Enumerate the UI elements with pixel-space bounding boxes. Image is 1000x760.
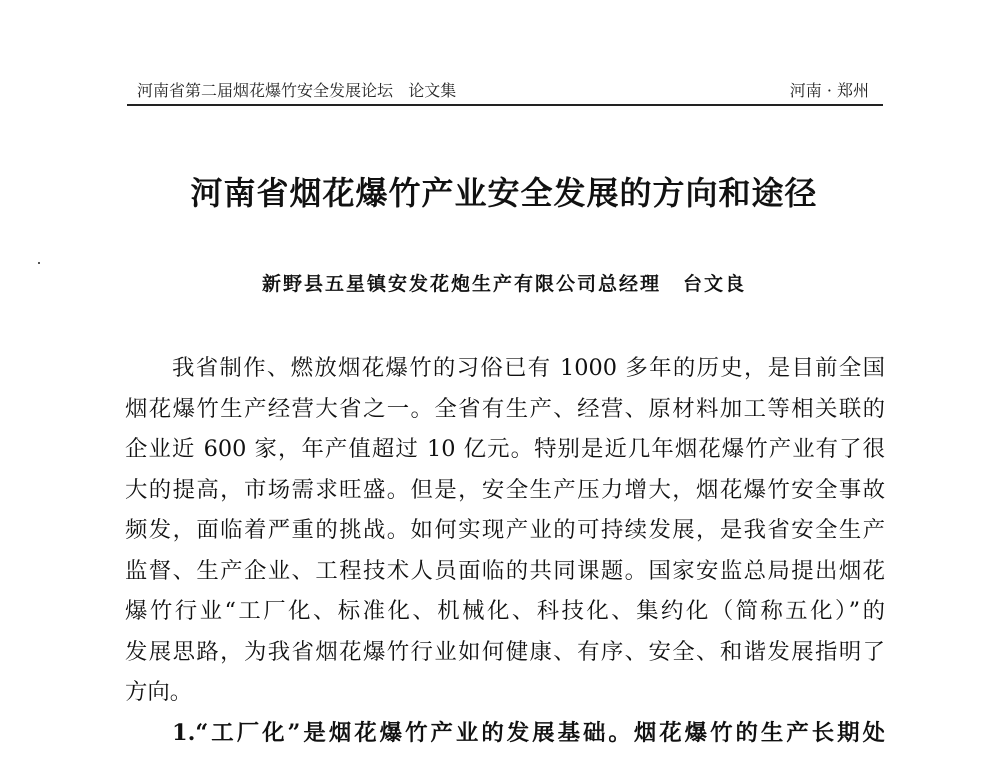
author-line (125, 269, 883, 296)
header-location: 河南 · 郑州 (789, 81, 869, 100)
section-heading-line: 1.“工厂化”是烟花爆竹产业的发展基础。烟花爆竹的生产长期处 (172, 719, 885, 746)
header-collection-title: 河南省第二届烟花爆竹安全发展论坛 论文集 (137, 81, 457, 100)
paragraph-line: 我省制作、燃放烟花爆竹的习俗已有 1000 多年的历史，是目前全国 (172, 355, 885, 381)
paragraph-line: 烟花爆竹生产经营大省之一。全省有生产、经营、原材料加工等相关联的 (125, 395, 885, 422)
author-affiliation: 新野县五星镇安发花炮生产有限公司总经理 (261, 273, 661, 295)
article-body (125, 348, 885, 753)
header-divider (127, 104, 883, 106)
paragraph-line: 大的提高，市场需求旺盛。但是，安全生产压力增大，烟花爆竹安全事故 (125, 476, 885, 503)
running-header (137, 76, 883, 102)
paragraph-line: 爆竹行业“工厂化、标准化、机械化、科技化、集约化（简称五化）”的 (125, 598, 885, 624)
article-title: 河南省烟花爆竹产业安全发展的方向和途径 (190, 174, 818, 212)
paragraph-line: 频发，面临着严重的挑战。如何实现产业的可持续发展，是我省安全生产 (125, 517, 885, 543)
paragraph-line: 方向。 (125, 679, 193, 705)
author-name: 台文良 (683, 273, 747, 295)
margin-speck (38, 262, 40, 264)
paragraph-line: 发展思路，为我省烟花爆竹行业如何健康、有序、安全、和谐发展指明了 (125, 638, 885, 665)
paragraph-line: 监督、生产企业、工程技术人员面临的共同课题。国家安监总局提出烟花 (125, 557, 885, 584)
paragraph-line: 企业近 600 家，年产值超过 10 亿元。特别是近几年烟花爆竹产业有了很 (125, 436, 885, 462)
